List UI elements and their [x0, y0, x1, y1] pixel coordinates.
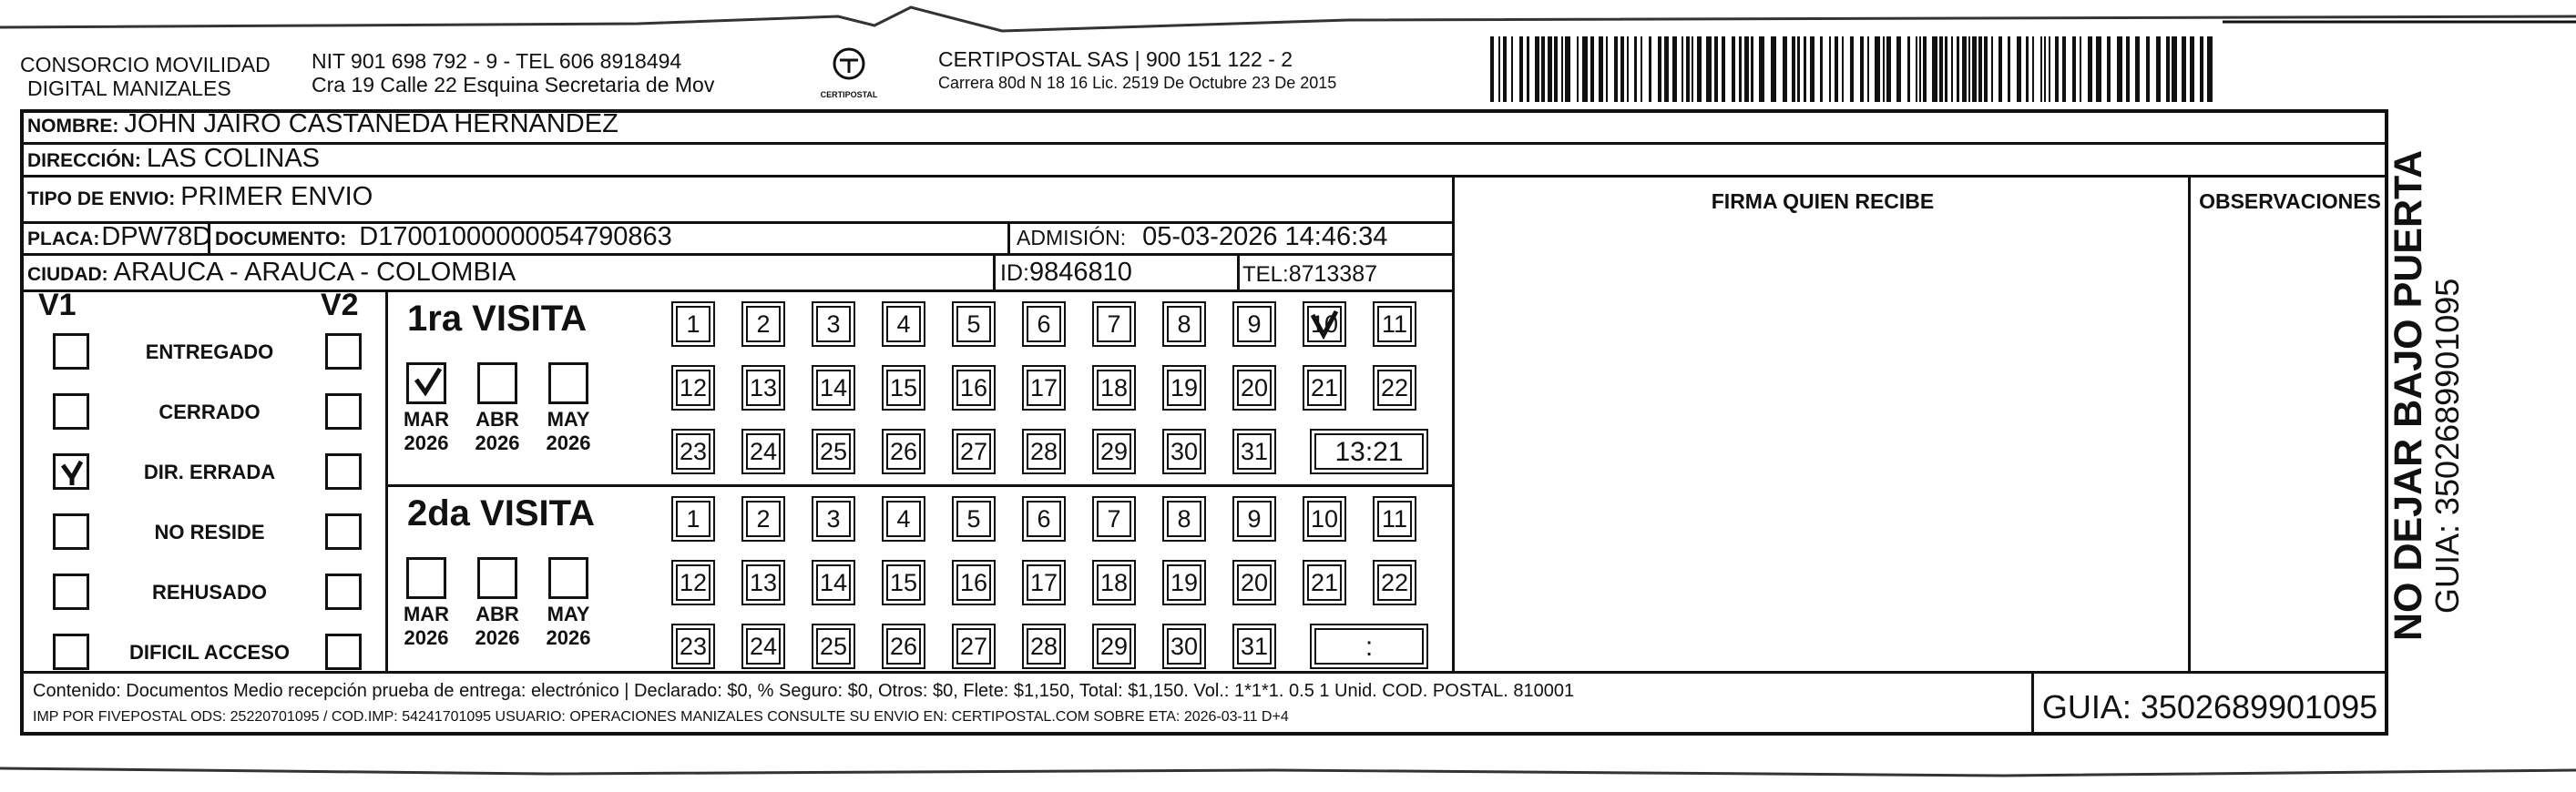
- barcode-bar: [2200, 36, 2203, 102]
- barcode-bar: [1972, 36, 1977, 102]
- month-name: MAY: [547, 408, 590, 431]
- day-box[interactable]: 21: [1307, 370, 1342, 406]
- day-box[interactable]: 30: [1167, 433, 1201, 470]
- month-label: [468, 408, 526, 455]
- day-box[interactable]: 20: [1237, 370, 1272, 406]
- status-v1-checkbox[interactable]: [53, 634, 89, 670]
- barcode-bar: [1634, 36, 1637, 102]
- barcode-bar: [1627, 36, 1629, 102]
- day-box[interactable]: 11: [1377, 306, 1412, 342]
- barcode-bar: [1697, 36, 1702, 102]
- barcode-bar: [1722, 36, 1725, 102]
- barcode-bar: [2182, 36, 2186, 102]
- barcode-bar: [1554, 36, 1558, 102]
- documento-label: DOCUMENTO:: [215, 228, 347, 249]
- day-box[interactable]: 23: [676, 433, 710, 470]
- month-name: ABR: [475, 603, 519, 625]
- day-box[interactable]: 28: [1027, 628, 1061, 665]
- barcode-bar: [1984, 36, 1988, 102]
- check-mark-icon: [409, 365, 442, 398]
- barcode-bar: [1991, 36, 1993, 102]
- status-v1-checkbox[interactable]: [53, 513, 89, 550]
- barcode-bar: [1614, 36, 1618, 102]
- barcode-bar: [1883, 36, 1885, 102]
- barcode-bar: [1810, 36, 1814, 102]
- time-box[interactable]: 13:21: [1314, 433, 1424, 470]
- day-box[interactable]: 13: [746, 564, 781, 601]
- logo-text: CERTIPOSTAL: [820, 90, 878, 99]
- day-box[interactable]: 13: [746, 370, 781, 406]
- barcode-bar: [1792, 36, 1795, 102]
- courier-line1: CERTIPOSTAL SAS | 900 151 122 - 2: [938, 47, 1293, 71]
- barcode-bar: [1978, 36, 1982, 102]
- day-box[interactable]: 21: [1307, 564, 1342, 601]
- barcode-bar: [1886, 36, 1891, 102]
- ciudad-value: ARAUCA - ARAUCA - COLOMBIA: [113, 258, 516, 287]
- day-box[interactable]: 11: [1377, 501, 1412, 537]
- footer-content-line: Contenido: Documentos Medio recepción prueba de entrega: electrónico | Declarado: $0, % Seguro: $0, Otros: $0, Flete: $1,150, Total: $1,150. Vol.: 1*1*1. 0.5 1 Unid. COD. POSTAL. 810001: [33, 681, 1575, 701]
- barcode-bar: [1582, 36, 1588, 102]
- day-box[interactable]: 10: [1307, 306, 1342, 342]
- barcode-bar: [1896, 36, 1901, 102]
- barcode-bar: [2026, 36, 2029, 102]
- nombre-label: NOMBRE:: [27, 116, 119, 137]
- barcode-bar: [1850, 36, 1854, 102]
- status-v2-checkbox[interactable]: [325, 574, 362, 610]
- day-box[interactable]: 22: [1377, 564, 1412, 601]
- day-box[interactable]: 9: [1237, 306, 1272, 342]
- barcode-bar: [1706, 36, 1712, 102]
- status-label: ENTREGADO: [145, 340, 274, 363]
- day-box[interactable]: 6: [1027, 306, 1061, 342]
- barcode-bar: [1692, 36, 1693, 102]
- barcode-bar: [1503, 36, 1507, 102]
- time-box[interactable]: :: [1314, 628, 1424, 665]
- row-divider: [20, 289, 1454, 292]
- certipostal-logo: [816, 46, 882, 102]
- visit-title: 1ra VISITA: [407, 299, 588, 339]
- id-cell: [1000, 258, 1132, 288]
- status-v1-checkbox[interactable]: [53, 453, 89, 490]
- company-name: [20, 53, 271, 100]
- nit-line: NIT 901 698 792 - 9 - TEL 606 8918494: [312, 49, 682, 73]
- day-box[interactable]: 3: [816, 501, 851, 537]
- day-box[interactable]: 3: [816, 306, 851, 342]
- status-v2-checkbox[interactable]: [325, 513, 362, 550]
- barcode-bar: [1867, 36, 1869, 102]
- side-text: [2387, 131, 2465, 641]
- day-box[interactable]: 19: [1167, 370, 1201, 406]
- barcode-bar: [1548, 36, 1552, 102]
- barcode-bar: [1682, 36, 1683, 102]
- barcode-bar: [2032, 36, 2034, 102]
- ciudad-cell: [27, 258, 516, 288]
- day-box[interactable]: 16: [956, 564, 991, 601]
- barcode-bar: [2049, 36, 2050, 102]
- day-box[interactable]: 15: [886, 370, 921, 406]
- admision-value: 05-03-2026 14:46:34: [1142, 222, 1388, 251]
- status-v1-checkbox[interactable]: [53, 393, 89, 430]
- month-checkbox[interactable]: [406, 557, 446, 599]
- barcode-bar: [1771, 36, 1776, 102]
- barcode-bar: [1686, 36, 1690, 102]
- barcode-bar: [1541, 36, 1545, 102]
- barcode-bar: [1511, 36, 1513, 102]
- barcode-bar: [1577, 36, 1579, 102]
- day-box[interactable]: 17: [1027, 370, 1061, 406]
- month-checkbox[interactable]: [548, 362, 588, 404]
- day-box[interactable]: 28: [1027, 433, 1061, 470]
- barcode-bar: [2017, 36, 2021, 102]
- barcode-bar: [1664, 36, 1669, 102]
- day-box[interactable]: 23: [676, 628, 710, 665]
- nombre-value: JOHN JAIRO CASTAÑEDA HERNANDEZ: [124, 109, 618, 138]
- v1-header: V1: [38, 288, 77, 322]
- barcode-bar: [1490, 36, 1494, 102]
- barcode-bar: [1797, 36, 1800, 102]
- day-box[interactable]: 29: [1097, 433, 1131, 470]
- day-box[interactable]: 27: [956, 433, 991, 470]
- day-box[interactable]: 6: [1027, 501, 1061, 537]
- day-box[interactable]: 26: [886, 628, 921, 665]
- side-guia: GUIA: 3502689901095: [2428, 278, 2466, 614]
- barcode-bar: [1599, 36, 1603, 102]
- barcode-bar: [1932, 36, 1937, 102]
- month-checkbox[interactable]: [477, 362, 517, 404]
- documento-cell: [215, 222, 672, 252]
- day-box[interactable]: 24: [746, 433, 781, 470]
- day-box[interactable]: 19: [1167, 564, 1201, 601]
- barcode-bar: [2008, 36, 2010, 102]
- top-right-line: [2223, 18, 2576, 27]
- admision-label: ADMISIÓN:: [1017, 226, 1127, 249]
- month-checkbox[interactable]: [477, 557, 517, 599]
- barcode-bar: [2126, 36, 2130, 102]
- row-divider: [20, 175, 2388, 178]
- barcode-bar: [1527, 36, 1529, 102]
- month-year: 2026: [404, 626, 449, 649]
- barcode-bar: [1957, 36, 1959, 102]
- day-box[interactable]: 7: [1097, 306, 1131, 342]
- month-label: [539, 408, 598, 455]
- month-year: 2026: [546, 432, 591, 454]
- row-divider: [20, 142, 2388, 145]
- col-divider: [2188, 175, 2191, 671]
- day-box[interactable]: 16: [956, 370, 991, 406]
- barcode-bar: [1739, 36, 1742, 102]
- bottom-edge-line: [0, 756, 2576, 792]
- placa-value: DPW78D: [101, 222, 212, 251]
- barcode-bar: [1968, 36, 1970, 102]
- status-v2-checkbox[interactable]: [325, 453, 362, 490]
- courier-line2: Carrera 80d N 18 16 Lic. 2519 De Octubre 23 De 2015: [938, 74, 1337, 92]
- day-box[interactable]: 14: [816, 564, 851, 601]
- day-box[interactable]: 18: [1097, 370, 1131, 406]
- barcode-bar: [1919, 36, 1921, 102]
- month-label: [397, 408, 455, 455]
- barcode-bar: [1875, 36, 1880, 102]
- month-label: [397, 603, 455, 650]
- barcode-bar: [2190, 36, 2194, 102]
- barcode-bar: [1951, 36, 1953, 102]
- barcode-bar: [2135, 36, 2140, 102]
- barcode-bar: [1658, 36, 1661, 102]
- status-v2-checkbox[interactable]: [325, 634, 362, 670]
- tel-label: TEL:: [1242, 262, 1289, 287]
- col-divider: [1237, 253, 1240, 289]
- barcode-bar: [2040, 36, 2042, 102]
- courier-info: [938, 47, 1336, 95]
- barcode-bar: [1835, 36, 1838, 102]
- barcode-bar: [1916, 36, 1917, 102]
- tipo-row: [27, 182, 373, 212]
- documento-value: D17001000000054790863: [359, 222, 672, 251]
- barcode-bar: [1519, 36, 1523, 102]
- day-box[interactable]: 12: [676, 370, 710, 406]
- barcode-icon: [1490, 36, 2219, 102]
- company-line1: CONSORCIO MOVILIDAD: [20, 53, 271, 76]
- barcode-bar: [1714, 36, 1718, 102]
- certipostal-logo-icon: [816, 46, 882, 86]
- barcode-bar: [1998, 36, 2002, 102]
- day-mark-icon: [1309, 308, 1342, 340]
- day-box[interactable]: 29: [1097, 628, 1131, 665]
- check-mark-icon: [56, 456, 88, 489]
- month-name: MAY: [547, 603, 590, 625]
- admision-cell: [1017, 222, 1387, 252]
- status-label: NO RESIDE: [154, 521, 265, 543]
- day-box[interactable]: 15: [886, 564, 921, 601]
- placa-label: PLACA:: [27, 228, 100, 249]
- barcode-bar: [2156, 36, 2161, 102]
- col-divider: [1452, 175, 1455, 671]
- month-name: ABR: [475, 408, 519, 431]
- barcode-bar: [2107, 36, 2111, 102]
- barcode-bar: [2072, 36, 2076, 102]
- day-box[interactable]: 14: [816, 370, 851, 406]
- barcode-bar: [2055, 36, 2059, 102]
- status-v1-checkbox[interactable]: [53, 333, 89, 370]
- day-box[interactable]: 22: [1377, 370, 1412, 406]
- month-label: [468, 603, 526, 650]
- month-label: [539, 603, 598, 650]
- ciudad-label: CIUDAD:: [27, 264, 108, 285]
- barcode-bar: [1820, 36, 1823, 102]
- barcode-bar: [1804, 36, 1806, 102]
- day-box[interactable]: 27: [956, 628, 991, 665]
- day-box[interactable]: 25: [816, 433, 851, 470]
- day-box[interactable]: 10: [1307, 501, 1342, 537]
- status-label: DIR. ERRADA: [143, 461, 276, 483]
- id-label: ID:: [1000, 260, 1029, 286]
- day-box[interactable]: 5: [956, 501, 991, 537]
- status-label: CERRADO: [158, 401, 261, 423]
- tipo-label: TIPO DE ENVIO:: [27, 188, 176, 209]
- month-year: 2026: [404, 432, 449, 454]
- month-checkbox[interactable]: [548, 557, 588, 599]
- day-box[interactable]: 2: [746, 501, 781, 537]
- day-box[interactable]: 8: [1167, 501, 1201, 537]
- day-box[interactable]: 1: [676, 306, 710, 342]
- barcode-bar: [1945, 36, 1947, 102]
- day-box[interactable]: 31: [1237, 433, 1272, 470]
- barcode-bar: [2117, 36, 2122, 102]
- day-box[interactable]: 7: [1097, 501, 1131, 537]
- barcode-bar: [2096, 36, 2101, 102]
- day-box[interactable]: 20: [1237, 564, 1272, 601]
- barcode-bar: [1606, 36, 1608, 102]
- top-edge-line: [0, 0, 2576, 36]
- barcode-bar: [1672, 36, 1677, 102]
- day-box[interactable]: 12: [676, 564, 710, 601]
- barcode-bar: [2166, 36, 2170, 102]
- nombre-row: [27, 109, 618, 139]
- v2-header: V2: [321, 288, 359, 322]
- barcode-bar: [1620, 36, 1624, 102]
- barcode-bar: [2088, 36, 2092, 102]
- tipo-value: PRIMER ENVIO: [180, 182, 373, 211]
- status-label: DIFICIL ACCESO: [128, 641, 290, 664]
- barcode-bar: [1641, 36, 1642, 102]
- firma-header: FIRMA QUIEN RECIBE: [1711, 189, 1935, 213]
- barcode-bar: [1561, 36, 1563, 102]
- company-line2: DIGITAL MANIZALES: [27, 76, 231, 100]
- month-year: 2026: [475, 432, 520, 454]
- col-divider: [993, 253, 996, 289]
- day-box[interactable]: 4: [886, 306, 921, 342]
- day-box[interactable]: 31: [1237, 628, 1272, 665]
- company-contact: [312, 49, 714, 96]
- barcode-bar: [1923, 36, 1927, 102]
- barcode-bar: [1907, 36, 1910, 102]
- direccion-label: DIRECCIÓN:: [27, 150, 141, 171]
- tel-cell: [1242, 261, 1377, 288]
- day-box[interactable]: 30: [1167, 628, 1201, 665]
- day-box[interactable]: 18: [1097, 564, 1131, 601]
- col-divider: [2031, 671, 2034, 736]
- month-name: MAR: [403, 408, 450, 431]
- barcode-bar: [1751, 36, 1753, 102]
- month-checkbox[interactable]: [406, 362, 446, 404]
- tel-value: 8713387: [1288, 261, 1378, 287]
- barcode-bar: [1962, 36, 1967, 102]
- barcode-bar: [1939, 36, 1943, 102]
- barcode-bar: [1783, 36, 1787, 102]
- day-box[interactable]: 25: [816, 628, 851, 665]
- observaciones-header: OBSERVACIONES: [2199, 189, 2381, 213]
- visit-title: 2da VISITA: [407, 493, 595, 533]
- address-line: Cra 19 Calle 22 Esquina Secretaria de Mov: [312, 73, 715, 96]
- barcode-bar: [2044, 36, 2046, 102]
- status-v2-checkbox[interactable]: [325, 333, 362, 370]
- day-box[interactable]: 1: [676, 501, 710, 537]
- month-name: MAR: [403, 603, 450, 625]
- day-box[interactable]: 26: [886, 433, 921, 470]
- barcode-bar: [1535, 36, 1539, 102]
- status-v1-checkbox[interactable]: [53, 574, 89, 610]
- barcode-bar: [2146, 36, 2150, 102]
- barcode-bar: [1744, 36, 1749, 102]
- barcode-bar: [1759, 36, 1764, 102]
- day-box[interactable]: 5: [956, 306, 991, 342]
- month-year: 2026: [546, 626, 591, 649]
- barcode-bar: [1732, 36, 1735, 102]
- barcode-bar: [2172, 36, 2177, 102]
- side-warning: NO DEJAR BAJO PUERTA: [2387, 149, 2430, 641]
- barcode-bar: [1565, 36, 1570, 102]
- placa-cell: [27, 222, 211, 252]
- day-box[interactable]: 2: [746, 306, 781, 342]
- footer-guia: GUIA: 3502689901095: [2041, 688, 2378, 726]
- visit-divider: [385, 484, 1454, 487]
- direccion-row: [27, 144, 320, 174]
- day-box[interactable]: 24: [746, 628, 781, 665]
- id-value: 9846810: [1028, 258, 1132, 287]
- col-divider: [1007, 221, 1010, 253]
- barcode-bar: [1860, 36, 1864, 102]
- barcode-bar: [2062, 36, 2066, 102]
- barcode-bar: [1842, 36, 1844, 102]
- day-box[interactable]: 4: [886, 501, 921, 537]
- barcode-bar: [2207, 36, 2213, 102]
- status-v2-checkbox[interactable]: [325, 393, 362, 430]
- barcode-bar: [1498, 36, 1500, 102]
- col-divider: [385, 289, 388, 671]
- footer-imp-line: IMP POR FIVEPOSTAL ODS: 25220701095 / COD.IMP: 54241701095 USUARIO: OPERACIONES MANIZALES CONSULTE SU ENVIO EN: CERTIPOSTAL.COM SOBRE ETA: 2026-03-11 D+4: [33, 709, 1289, 725]
- barcode-bar: [1829, 36, 1831, 102]
- barcode-bar: [1590, 36, 1594, 102]
- direccion-value: LAS COLINAS: [146, 144, 321, 173]
- day-box[interactable]: 9: [1237, 501, 1272, 537]
- day-box[interactable]: 8: [1167, 306, 1201, 342]
- month-year: 2026: [475, 626, 520, 649]
- barcode-bar: [1649, 36, 1651, 102]
- day-box[interactable]: 17: [1027, 564, 1061, 601]
- status-label: REHUSADO: [152, 581, 267, 604]
- barcode-bar: [2080, 36, 2081, 102]
